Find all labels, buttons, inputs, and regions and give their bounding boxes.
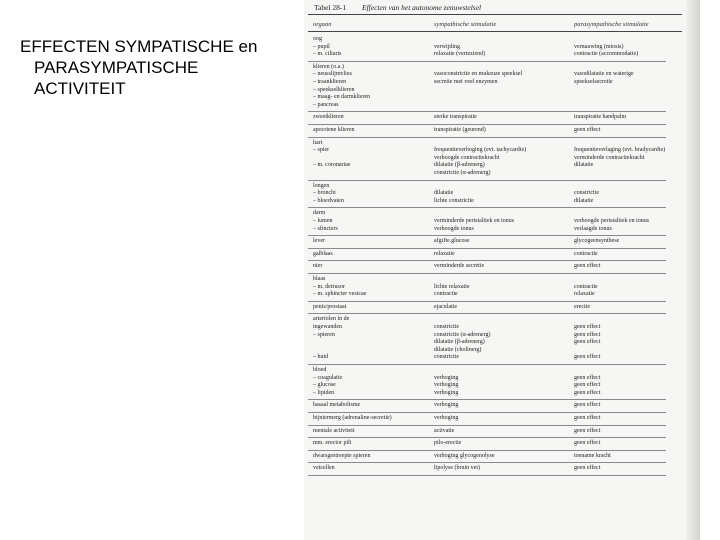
organ-cell: [313, 367, 342, 397]
cell-line: [434, 276, 469, 284]
cell-line: relaxatie: [574, 291, 595, 298]
sympathetic-cell: [434, 402, 458, 410]
cell-line: verhoging: [434, 415, 459, 421]
sympathetic-cell: [434, 64, 522, 87]
cell-line: dilatatie (cholinerg): [434, 346, 482, 353]
cell-line: geen effect: [574, 402, 601, 409]
cell-line: – traanklieren: [313, 78, 347, 85]
cell-line: – spieren: [313, 331, 335, 338]
cell-line: verhoogde peristaltiek en tonus: [574, 217, 650, 224]
cell-line: – sfincters: [313, 225, 338, 232]
cell-line: [313, 339, 349, 347]
cell-line: glycogeensynthese: [574, 238, 620, 245]
row-separator: [308, 61, 666, 62]
table-label: Tabel 28-1: [314, 3, 347, 12]
sympathetic-cell: [434, 263, 484, 271]
cell-line: lipolyse (bruin vet): [434, 465, 480, 472]
cell-line: blaas: [313, 276, 326, 282]
cell-line: [434, 64, 522, 72]
slide-title-line: ACTIVITEIT: [34, 79, 126, 98]
cell-line: transpiratie (geurend): [434, 127, 486, 133]
cell-line: hart: [313, 139, 323, 146]
cell-line: bijniermerg (adrenaline-secretie): [313, 415, 392, 421]
sympathetic-cell: [434, 316, 491, 362]
parasympathetic-cell: [574, 465, 600, 473]
cell-line: geen effect: [574, 427, 601, 434]
sympathetic-cell: [434, 210, 514, 233]
organ-cell: [313, 36, 342, 59]
organ-cell: [313, 304, 346, 312]
row-separator: [308, 301, 666, 302]
row-separator: [308, 437, 666, 438]
organ-cell: [313, 114, 344, 122]
sympathetic-cell: [434, 367, 458, 397]
cell-line: geen effect: [574, 415, 601, 421]
cell-line: [434, 210, 514, 218]
cell-line: ejaculatie: [434, 303, 457, 310]
row-separator: [308, 235, 666, 236]
cell-line: – m. coronariae: [313, 162, 351, 169]
cell-line: – pancreas: [313, 101, 339, 108]
row-separator: [308, 273, 666, 274]
row-separator: [308, 124, 666, 125]
cell-line: contractie: [574, 283, 598, 290]
parasympathetic-cell: [574, 428, 600, 436]
header-parasympathetic: parasympathische stimulatie: [574, 21, 649, 28]
sympathetic-cell: [434, 453, 495, 461]
cell-line: vasoconstrictie en mukeuze speeksel: [434, 71, 523, 78]
cell-line: – pupil: [313, 43, 330, 50]
cell-line: verhoging: [434, 382, 459, 389]
cell-line: verhoging: [434, 402, 459, 409]
cell-line: afgifte glucose: [434, 238, 470, 245]
cell-line: – glucose: [313, 382, 336, 389]
row-separator: [308, 207, 666, 208]
cell-line: lichte constrictie: [434, 197, 474, 204]
organ-cell: [313, 465, 335, 473]
cell-line: galblaas: [313, 250, 333, 257]
organ-cell: [313, 127, 354, 135]
cell-line: relaxatie (verteziend): [434, 51, 486, 58]
cell-line: geen effect: [574, 339, 601, 346]
cell-line: geen effect: [574, 389, 601, 396]
cell-line: frequentieverhoging (evt. tachycardie): [434, 147, 527, 154]
cell-line: – m. ciliaris: [313, 51, 342, 58]
cell-line: dwarsgestreepte spieren: [313, 452, 371, 459]
cell-line: zweetklieren: [313, 114, 344, 121]
parasympathetic-cell: [574, 64, 634, 87]
cell-line: contractie (accommodatie): [574, 51, 639, 58]
row-separator: [308, 412, 666, 413]
cell-line: lichte relaxatie: [434, 283, 470, 290]
cell-line: darm: [313, 210, 326, 217]
cell-line: mentale activiteit: [313, 427, 355, 434]
parasympathetic-cell: [574, 114, 626, 122]
cell-line: apocriene klieren: [313, 127, 355, 133]
cell-line: – spier: [313, 147, 330, 154]
cell-line: – lumen: [313, 217, 333, 224]
organ-cell: [313, 276, 366, 299]
parasympathetic-cell: [574, 402, 600, 410]
cell-line: [434, 367, 458, 375]
cell-line: dilatatie (β-adrenerg): [434, 339, 485, 346]
parasympathetic-cell: [574, 415, 600, 423]
cell-line: speekselsecretie: [574, 78, 613, 85]
cell-line: [574, 316, 600, 324]
cell-line: dilatatie (β-adrenerg): [434, 162, 485, 169]
cell-line: [574, 36, 638, 44]
cell-line: vernauwing (miosis): [574, 43, 624, 50]
cell-line: frequentieverlaging (evt. bradycardie): [574, 147, 666, 154]
cell-line: klieren (o.a.): [313, 63, 344, 70]
cell-line: [574, 210, 649, 218]
organ-cell: [313, 440, 352, 448]
cell-line: verminderde peristaltiek en tonus: [434, 217, 515, 224]
row-separator: [308, 137, 666, 138]
sympathetic-cell: [434, 304, 457, 312]
cell-line: verhoogde contractiekracht: [434, 154, 500, 161]
cell-line: toename kracht: [574, 452, 611, 459]
sympathetic-cell: [434, 428, 454, 436]
parasympathetic-cell: [574, 367, 600, 397]
parasympathetic-cell: [574, 140, 665, 170]
cell-line: contractie: [574, 250, 598, 257]
row-separator: [308, 364, 666, 365]
cell-line: relaxatie: [434, 250, 455, 257]
cell-line: verwijding: [434, 43, 460, 50]
cell-line: – huid: [313, 354, 329, 361]
row-separator: [308, 462, 666, 463]
cell-line: ingewanden: [313, 323, 342, 330]
cell-line: erectie: [574, 303, 590, 310]
organ-cell: [313, 263, 322, 271]
cell-line: – neusslijmvlies: [313, 71, 352, 78]
cell-line: pilo-erectie: [434, 440, 462, 447]
page-edge-shadow: [686, 0, 700, 540]
row-separator: [308, 248, 666, 249]
organ-cell: [313, 238, 325, 246]
sympathetic-cell: [434, 440, 461, 448]
cell-line: [574, 367, 600, 375]
cell-line: – coagulatie: [313, 374, 343, 381]
sympathetic-cell: [434, 276, 469, 299]
cell-line: lever: [313, 238, 325, 245]
cell-line: [434, 36, 485, 44]
organ-cell: [313, 140, 350, 170]
cell-line: sterke transpiratie: [434, 114, 477, 121]
parasympathetic-cell: [574, 36, 638, 59]
cell-line: dilatatie: [574, 197, 594, 204]
cell-line: geen effect: [574, 382, 601, 389]
cell-line: constrictie: [574, 190, 599, 197]
cell-line: oog: [313, 36, 322, 42]
cell-line: bloed: [313, 367, 327, 373]
cell-line: geen effect: [574, 354, 601, 361]
scanned-table-image: [304, 0, 700, 540]
organ-cell: [313, 428, 354, 436]
cell-line: verminderde contractiekracht: [574, 154, 645, 161]
cell-line: – bronchi: [313, 190, 336, 197]
cell-line: vasodilatatie en waterige: [574, 71, 634, 78]
cell-line: verhoogde tonus: [434, 225, 474, 232]
cell-line: nier: [313, 263, 323, 270]
sympathetic-cell: [434, 183, 474, 206]
cell-line: activatie: [434, 427, 455, 434]
cell-line: constrictie (α-adrenerg): [434, 331, 491, 338]
cell-line: penis/prostaat: [313, 303, 347, 310]
cell-line: dilatatie: [574, 162, 594, 169]
cell-line: [574, 183, 599, 191]
organ-cell: [313, 251, 333, 259]
cell-line: geen effect: [574, 323, 601, 330]
parasympathetic-cell: [574, 276, 598, 299]
organ-cell: [313, 453, 370, 461]
cell-line: verminderde secretie: [434, 263, 485, 270]
header-sympathetic: sympathische stimulatie: [434, 21, 497, 28]
row-separator: [308, 450, 666, 451]
cell-line: constrictie (α-adrenerg): [434, 169, 491, 176]
slide-title-line: EFFECTEN SYMPATISCHE en: [20, 37, 258, 56]
cell-line: – bloedvaten: [313, 197, 344, 204]
cell-line: contractie: [434, 291, 458, 298]
sympathetic-cell: [434, 140, 526, 178]
organ-cell: [313, 415, 392, 423]
cell-line: verlaagde tonus: [574, 225, 612, 232]
cell-line: – maag- en darmklieren: [313, 94, 371, 101]
cell-line: – m. sphincter vesicae: [313, 291, 367, 298]
parasympathetic-cell: [574, 316, 600, 362]
cell-line: constrictie: [434, 354, 459, 361]
cell-line: arteriolen in de: [313, 316, 350, 323]
row-separator: [308, 111, 666, 112]
cell-line: [313, 155, 350, 163]
cell-line: – speekselklieren: [313, 86, 355, 93]
sympathetic-cell: [434, 127, 486, 135]
cell-line: – m. detrusor: [313, 283, 345, 290]
header-rule: [308, 31, 682, 32]
cell-line: mm. erector pili: [313, 440, 352, 447]
cell-line: – lipiden: [313, 389, 335, 396]
slide-title: [20, 36, 290, 99]
sympathetic-cell: [434, 114, 477, 122]
parasympathetic-cell: [574, 440, 600, 448]
cell-line: geen effect: [574, 127, 601, 133]
row-separator: [308, 180, 666, 181]
header-organ: orgaan: [313, 21, 332, 28]
parasympathetic-cell: [574, 127, 600, 135]
organ-cell: [313, 402, 360, 410]
cell-line: dilatatie: [434, 190, 454, 197]
row-separator: [308, 475, 666, 476]
table-caption: Effecten van het autonome zenuwstelsel: [362, 3, 482, 12]
sympathetic-cell: [434, 465, 480, 473]
cell-line: geen effect: [574, 331, 601, 338]
parasympathetic-cell: [574, 183, 599, 206]
cell-line: geen effect: [574, 465, 601, 472]
sympathetic-cell: [434, 238, 469, 246]
cell-line: verhoging: [434, 374, 459, 381]
row-separator: [308, 313, 666, 314]
cell-line: [313, 347, 349, 355]
sympathetic-cell: [434, 36, 485, 59]
parasympathetic-cell: [574, 210, 649, 233]
cell-line: secretie met veel enzymen: [434, 78, 498, 85]
cell-line: longen: [313, 182, 330, 189]
slide-title-line: PARASYMPATISCHE: [34, 58, 199, 77]
sympathetic-cell: [434, 251, 455, 259]
table-top-rule: [308, 14, 682, 15]
parasympathetic-cell: [574, 238, 619, 246]
organ-cell: [313, 316, 349, 362]
parasympathetic-cell: [574, 251, 598, 259]
cell-line: [434, 316, 491, 324]
row-separator: [308, 425, 666, 426]
parasympathetic-cell: [574, 453, 611, 461]
organ-cell: [313, 183, 344, 206]
cell-line: basaal metabolisme: [313, 402, 361, 409]
cell-line: verhoging glycogenolyse: [434, 452, 495, 459]
row-separator: [308, 260, 666, 261]
row-separator: [308, 399, 666, 400]
organ-cell: [313, 210, 338, 233]
cell-line: [574, 64, 634, 72]
cell-line: geen effect: [574, 440, 601, 447]
cell-line: transpiratie handpalm: [574, 114, 627, 121]
parasympathetic-cell: [574, 263, 600, 271]
cell-line: vetcellen: [313, 465, 335, 472]
sympathetic-cell: [434, 415, 458, 423]
cell-line: constrictie: [434, 323, 459, 330]
parasympathetic-cell: [574, 304, 590, 312]
organ-cell: [313, 64, 370, 110]
cell-line: geen effect: [574, 263, 601, 270]
cell-line: [434, 183, 474, 191]
cell-line: verhoging: [434, 389, 459, 396]
cell-line: geen effect: [574, 374, 601, 381]
cell-line: [574, 276, 598, 284]
